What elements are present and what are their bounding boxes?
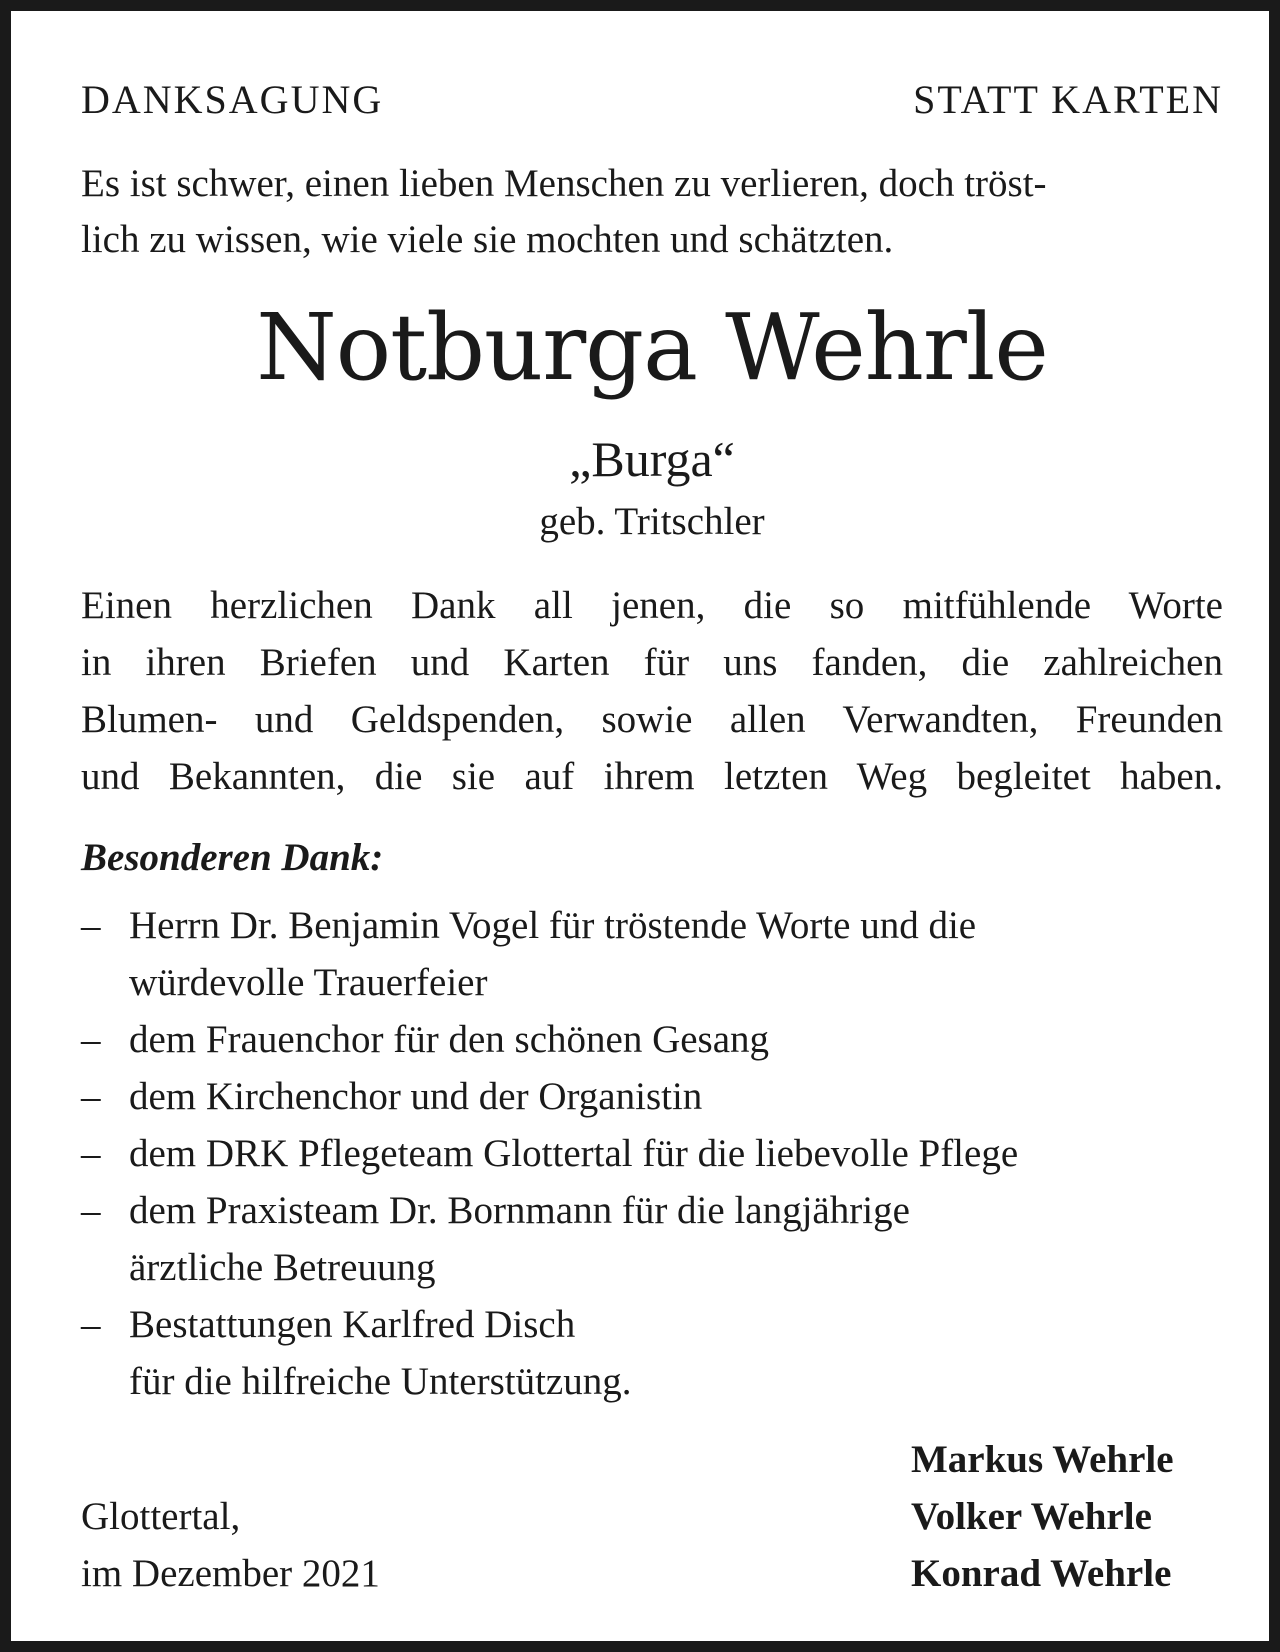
list-item [81, 1296, 1223, 1410]
thanks-paragraph [81, 577, 1223, 805]
dash-bullet: – [81, 1303, 101, 1346]
list-item-line-2: ärztliche Betreuung [129, 1246, 436, 1289]
dash-bullet: – [81, 1018, 101, 1061]
list-item-line-1: Bestattungen Karlfred Disch [129, 1303, 576, 1346]
deceased-maiden-name: geb. Tritschler [539, 500, 765, 543]
place-date [81, 1488, 380, 1602]
signers [911, 1431, 1174, 1602]
thanks-line-1: Einen herzlichen Dank all jenen, die so mitfühlende Worte [81, 584, 1223, 627]
thanks-line-2: in ihren Briefen und Karten für uns fanden, die zahlreichen [81, 641, 1223, 684]
dash-bullet: – [81, 904, 101, 947]
deceased-nickname: „Burga“ [569, 431, 735, 487]
date-line: im Dezember 2021 [81, 1552, 380, 1595]
header-statt-karten: STATT KARTEN [913, 77, 1223, 122]
deceased-name: Notburga Wehrle [256, 294, 1048, 401]
header-danksagung: DANKSAGUNG [81, 77, 384, 122]
dash-bullet: – [81, 1132, 101, 1175]
list-item-line-1: dem DRK Pflegeteam Glottertal für die liebevolle Pflege [129, 1132, 1019, 1175]
special-thanks-heading: Besonderen Dank: [81, 836, 384, 879]
header-row [81, 75, 1223, 125]
list-item-line-1: dem Praxisteam Dr. Bornmann für die langjährige [129, 1189, 910, 1232]
special-thanks-list [81, 897, 1223, 1410]
intro-line-1: Es ist schwer, einen lieben Menschen zu verlieren, doch tröst- [81, 162, 1047, 205]
signer-name: Markus Wehrle [911, 1438, 1174, 1481]
list-item [81, 1068, 1223, 1125]
place-line: Glottertal, [81, 1495, 241, 1538]
list-item-line-1: dem Frauenchor für den schönen Gesang [129, 1018, 770, 1061]
list-item [81, 897, 1223, 1011]
list-item [81, 1182, 1223, 1296]
intro-line-2: lich zu wissen, wie viele sie mochten und schätzten. [81, 218, 894, 261]
thanks-line-4: und Bekannten, die sie auf ihrem letzten Weg begleitet haben. [81, 755, 1223, 798]
list-item-line-1: dem Kirchenchor und der Organistin [129, 1075, 703, 1118]
dash-bullet: – [81, 1189, 101, 1232]
list-item-line-2: würdevolle Trauerfeier [129, 961, 488, 1004]
list-item-line-2: für die hilfreiche Unterstützung. [129, 1360, 632, 1403]
intro-text [81, 156, 1223, 268]
list-item [81, 1011, 1223, 1068]
thanks-line-3: Blumen- und Geldspenden, sowie allen Verwandten, Freunden [81, 698, 1223, 741]
dash-bullet: – [81, 1075, 101, 1118]
list-item [81, 1125, 1223, 1182]
list-item-line-1: Herrn Dr. Benjamin Vogel für tröstende Worte und die [129, 904, 977, 947]
signer-name: Konrad Wehrle [911, 1552, 1172, 1595]
signer-name: Volker Wehrle [911, 1495, 1152, 1538]
